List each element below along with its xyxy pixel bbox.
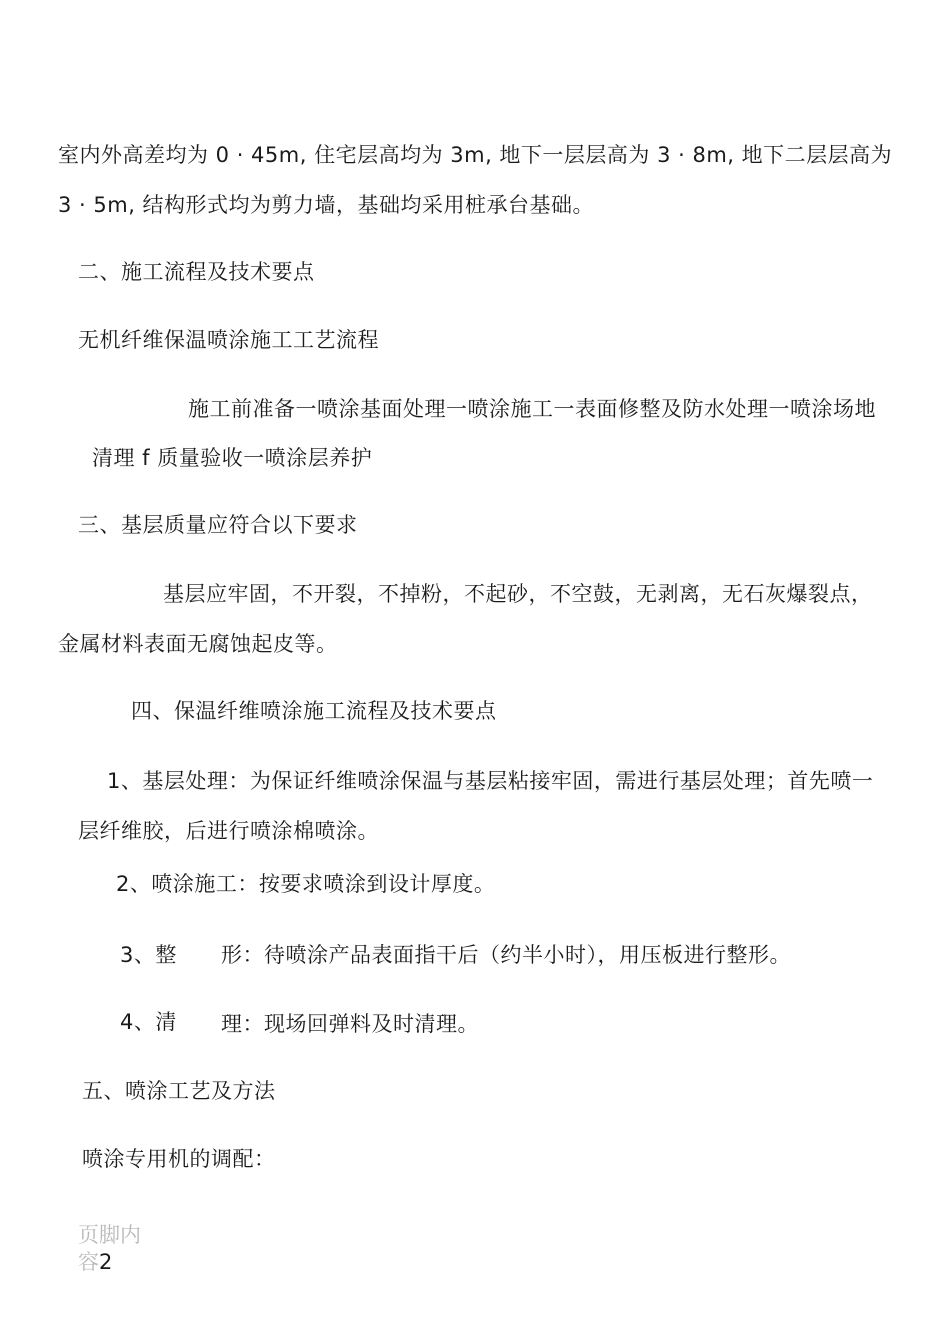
section-4-item-2: 2、喷涂施工：按要求喷涂到设计厚度。 bbox=[116, 872, 496, 896]
section-4-heading: 四、保温纤维喷涂施工流程及技术要点 bbox=[131, 699, 497, 723]
footer-line-2 bbox=[78, 1249, 141, 1276]
section-2-flow-line-2: 清理 f 质量验收一喷涂层养护 bbox=[92, 446, 373, 470]
section-2-heading: 二、施工流程及技术要点 bbox=[78, 260, 315, 284]
section-3-paragraph-line-1: 基层应牢固，不开裂，不掉粉，不起砂，不空鼓，无剥离，无石灰爆裂点， bbox=[163, 582, 873, 606]
page-footer bbox=[78, 1222, 141, 1276]
section-3-heading: 三、基层质量应符合以下要求 bbox=[78, 513, 358, 537]
section-4-item-3-label: 3、整 bbox=[120, 943, 177, 967]
section-5-heading: 五、喷涂工艺及方法 bbox=[82, 1079, 276, 1103]
intro-paragraph-line-1: 室内外高差均为 0 · 45m, 住宅层高均为 3m, 地下一层层高为 3 · 8m, 地下二层层高为 bbox=[58, 143, 893, 167]
footer-line-1: 页脚内 bbox=[78, 1223, 141, 1247]
section-4-item-1-line-2: 层纤维胶，后进行喷涂棉喷涂。 bbox=[78, 819, 379, 843]
section-4-item-4-label: 4、清 bbox=[120, 1010, 177, 1034]
footer-line-2-text: 容 bbox=[78, 1250, 99, 1274]
section-4-item-1-line-1: 1、基层处理：为保证纤维喷涂保温与基层粘接牢固，需进行基层处理；首先喷一 bbox=[107, 769, 874, 793]
page-number: 2 bbox=[99, 1250, 113, 1274]
section-2-flow-line-1: 施工前准备一喷涂基面处理一喷涂施工一表面修整及防水处理一喷涂场地 bbox=[188, 397, 876, 421]
section-3-paragraph-line-2: 金属材料表面无腐蚀起皮等。 bbox=[58, 632, 338, 656]
section-2-subheading: 无机纤维保温喷涂施工工艺流程 bbox=[78, 328, 379, 352]
section-4-item-4-text: 理：现场回弹料及时清理。 bbox=[221, 1012, 479, 1036]
section-5-subheading: 喷涂专用机的调配： bbox=[82, 1147, 276, 1171]
intro-paragraph-line-2: 3 · 5m, 结构形式均为剪力墙，基础均采用桩承台基础。 bbox=[58, 193, 595, 217]
section-4-item-3-text: 形：待喷涂产品表面指干后（约半小时），用压板进行整形。 bbox=[221, 943, 791, 967]
